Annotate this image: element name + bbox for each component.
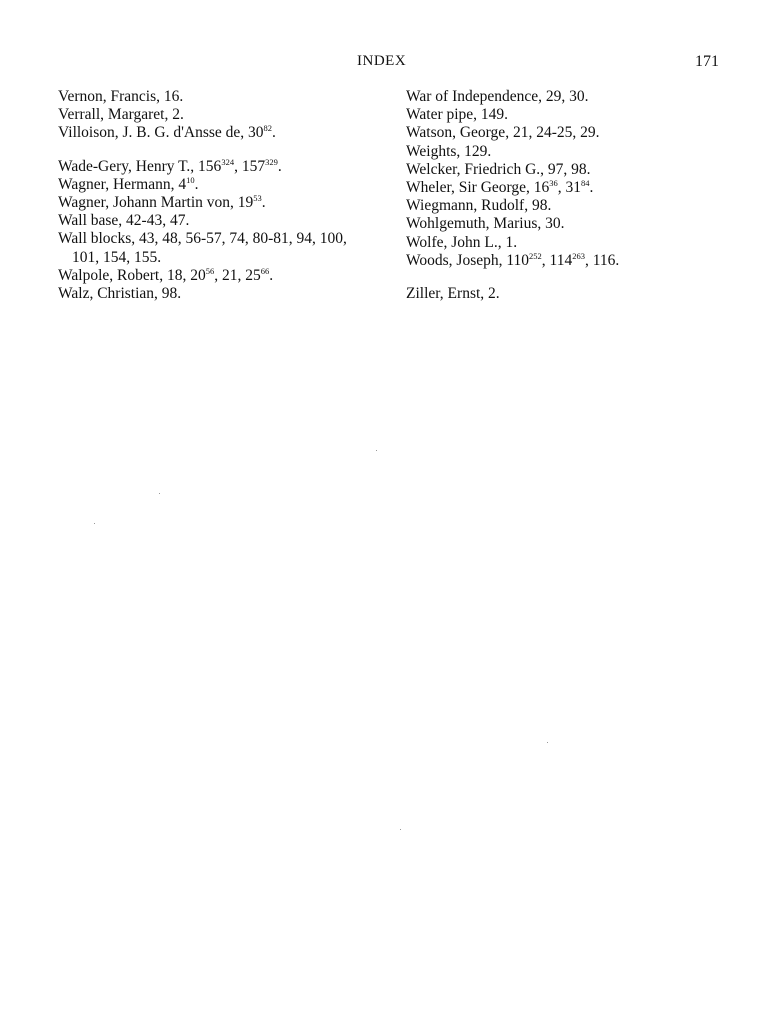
entry-text: .: [277, 157, 282, 175]
entry-text: Verrall, Margaret, 2.: [58, 106, 184, 124]
entry-text: War of Independence, 29, 30.: [406, 88, 589, 105]
entry-text: Wohlgemuth, Marius, 30.: [406, 215, 565, 233]
footnote-ref: 263: [572, 250, 585, 261]
footnote-ref: 329: [265, 156, 278, 167]
footnote-ref: 66: [260, 265, 270, 276]
entry-text: Wheler, Sir George, 16: [406, 179, 550, 197]
footnote-ref: 84: [581, 178, 590, 189]
index-entry: [406, 124, 726, 142]
entry-text: Wolfe, John L., 1.: [406, 233, 518, 251]
footnote-ref: 36: [549, 178, 558, 189]
index-entry: [406, 285, 726, 303]
index-entry: [406, 197, 726, 215]
index-entry: [58, 285, 373, 303]
entry-text: Wagner, Johann Martin von, 19: [58, 194, 254, 212]
entry-text: , 116.: [584, 251, 620, 269]
index-entry: [406, 106, 726, 124]
footnote-ref: 10: [186, 174, 195, 185]
footnote-ref: 56: [205, 265, 215, 276]
entry-text: .: [261, 194, 266, 212]
scan-speck: [547, 742, 548, 743]
entry-text: .: [589, 179, 594, 197]
index-entry: [406, 143, 726, 161]
index-entry: [58, 158, 373, 176]
entry-text: Woods, Joseph, 110: [406, 251, 530, 269]
index-entry: [58, 194, 373, 212]
entry-text: Wiegmann, Rudolf, 98.: [406, 197, 552, 215]
entry-text: Walz, Christian, 98.: [58, 285, 182, 303]
index-entry: [58, 124, 373, 142]
footnote-ref: 252: [529, 250, 542, 261]
entry-text: , 21, 25: [214, 266, 261, 284]
entry-text: .: [194, 175, 199, 193]
scan-speck: [376, 450, 377, 451]
entry-text: Ziller, Ernst, 2.: [406, 285, 500, 303]
entry-text: Weights, 129.: [406, 142, 492, 160]
index-entry: [58, 88, 373, 106]
entry-text: Wall base, 42-43, 47.: [58, 212, 190, 230]
entry-text: , 114: [541, 251, 573, 269]
index-entry: [406, 161, 726, 179]
page-number: 171: [695, 53, 719, 70]
scan-speck: [94, 523, 95, 524]
index-entry: [58, 106, 373, 124]
running-head: [0, 53, 777, 75]
footnote-ref: 82: [263, 123, 273, 134]
entry-text: .: [272, 124, 276, 142]
index-entry: [58, 212, 373, 230]
running-title: INDEX: [357, 53, 407, 69]
footnote-ref: 53: [253, 193, 262, 204]
entry-text: Vernon, Francis, 16.: [58, 88, 184, 105]
entry-text: Wall blocks, 43, 48, 56-57, 74, 80-81, 94, 100, 101, 154, 155.: [58, 230, 347, 266]
scan-speck: [159, 493, 160, 494]
entry-text: .: [269, 266, 274, 284]
entry-text: Wagner, Hermann, 4: [58, 175, 187, 193]
index-column-right: [406, 88, 726, 303]
entry-text: , 31: [557, 179, 582, 197]
scan-speck: [400, 829, 401, 830]
index-column-left: [58, 88, 373, 303]
entry-text: , 157: [234, 157, 266, 175]
index-entry: [58, 176, 373, 194]
entry-text: Welcker, Friedrich G., 97, 98.: [406, 160, 591, 178]
index-entry: [406, 252, 726, 270]
index-entry: [58, 230, 373, 266]
entry-text: Wade-Gery, Henry T., 156: [58, 157, 222, 175]
entry-text: Watson, George, 21, 24-25, 29.: [406, 124, 600, 142]
index-entry: [58, 267, 373, 285]
entry-text: Villoison, J. B. G. d'Ansse de, 30: [58, 124, 264, 142]
entry-text: Walpole, Robert, 18, 20: [58, 266, 206, 284]
index-entry: [406, 88, 726, 106]
entry-text: Water pipe, 149.: [406, 106, 509, 124]
index-entry: [406, 215, 726, 233]
index-entry: [406, 234, 726, 252]
footnote-ref: 324: [221, 156, 235, 167]
index-entry: [406, 179, 726, 197]
